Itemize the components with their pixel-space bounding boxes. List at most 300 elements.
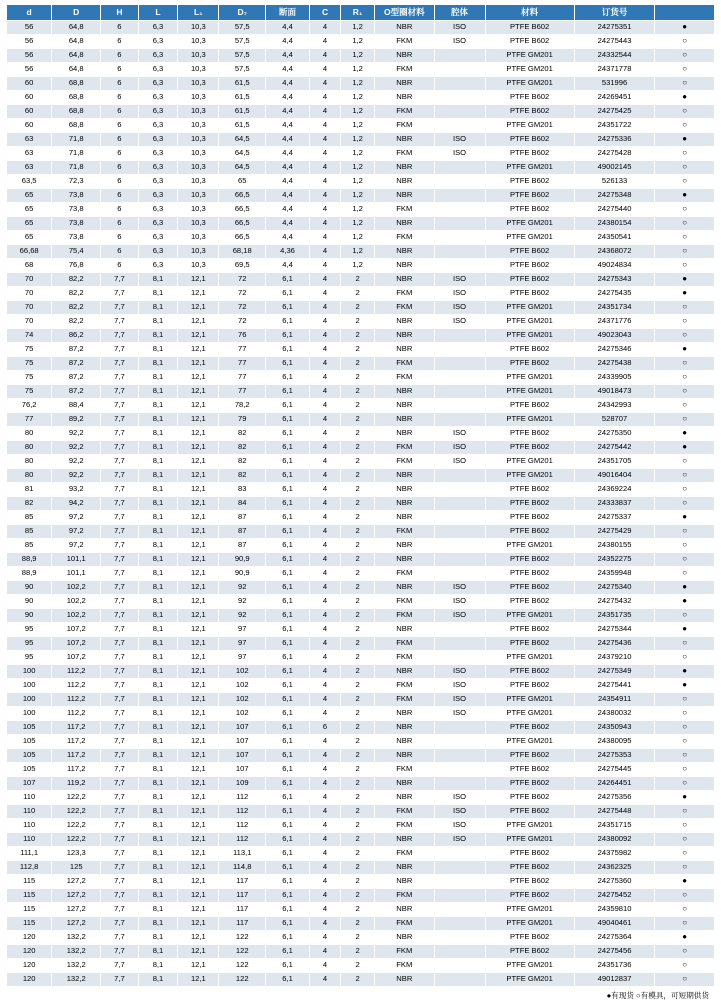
stock-dot: ○ [682, 749, 688, 759]
table-cell: PTFE B602 [485, 174, 574, 188]
table-cell: 528707 [574, 412, 655, 426]
table-cell: 97 [219, 622, 266, 636]
table-row [7, 524, 715, 538]
stock-dot: ○ [682, 245, 688, 255]
table-cell: PTFE B602 [485, 804, 574, 818]
table-cell: 24359948 [574, 566, 655, 580]
table-cell: 109 [219, 776, 266, 790]
table-row [7, 958, 715, 972]
table-cell: 2 [341, 664, 375, 678]
table-cell: FKM [375, 440, 434, 454]
table-cell: NBR [375, 328, 434, 342]
table-cell: 87,2 [52, 356, 101, 370]
table-cell: 12,1 [178, 538, 219, 552]
table-cell: 7,7 [101, 342, 139, 356]
table-cell: 7,7 [101, 832, 139, 846]
table-cell: 57,5 [219, 48, 266, 62]
table-cell: 6 [101, 76, 139, 90]
table-cell: 117,2 [52, 720, 101, 734]
table-cell: 82 [219, 468, 266, 482]
table-cell: 6,3 [138, 20, 178, 34]
table-cell: 4,4 [266, 34, 310, 48]
table-cell [434, 860, 485, 874]
table-cell: 66,5 [219, 230, 266, 244]
table-cell [434, 174, 485, 188]
table-cell: 75 [7, 356, 52, 370]
table-cell: 12,1 [178, 888, 219, 902]
table-cell: PTFE B602 [485, 146, 574, 160]
table-cell: 12,1 [178, 496, 219, 510]
table-cell: 4 [309, 706, 340, 720]
table-row [7, 62, 715, 76]
table-cell: 8,1 [138, 776, 178, 790]
table-cell: 64,8 [52, 48, 101, 62]
stock-dot: ○ [682, 315, 688, 325]
table-cell: 117 [219, 874, 266, 888]
table-cell: 115 [7, 902, 52, 916]
table-cell: 72 [219, 272, 266, 286]
table-cell: 6,3 [138, 104, 178, 118]
table-cell: FKM [375, 356, 434, 370]
table-cell: 4 [309, 482, 340, 496]
table-cell: 24275432 [574, 594, 655, 608]
availability-mark [655, 314, 715, 328]
table-cell: 24351734 [574, 300, 655, 314]
table-cell: NBR [375, 188, 434, 202]
table-cell: 70 [7, 286, 52, 300]
table-cell: 12,1 [178, 510, 219, 524]
table-cell: 101,1 [52, 566, 101, 580]
table-cell: 80 [7, 454, 52, 468]
table-cell: PTFE B602 [485, 244, 574, 258]
table-cell: PTFE B602 [485, 580, 574, 594]
column-header-10: 腔体 [434, 5, 485, 21]
table-cell: NBR [375, 412, 434, 426]
availability-mark [655, 776, 715, 790]
table-cell: 6,1 [266, 650, 310, 664]
availability-mark [655, 342, 715, 356]
availability-mark [655, 636, 715, 650]
stock-dot: ○ [682, 371, 688, 381]
availability-mark [655, 328, 715, 342]
table-cell: 24275353 [574, 748, 655, 762]
stock-dot: ○ [682, 469, 688, 479]
table-cell: PTFE GM201 [485, 468, 574, 482]
table-cell: 107 [219, 762, 266, 776]
table-cell: 12,1 [178, 622, 219, 636]
table-cell: 12,1 [178, 384, 219, 398]
table-cell: PTFE GM201 [485, 118, 574, 132]
table-cell: PTFE B602 [485, 566, 574, 580]
table-cell: 24350541 [574, 230, 655, 244]
table-cell: 61,5 [219, 104, 266, 118]
table-cell: 125 [52, 860, 101, 874]
table-cell: 8,1 [138, 342, 178, 356]
table-cell [434, 118, 485, 132]
table-cell: 6 [101, 202, 139, 216]
table-cell: 8,1 [138, 748, 178, 762]
table-cell: NBR [375, 468, 434, 482]
table-cell: 4 [309, 20, 340, 34]
table-cell: 24275340 [574, 580, 655, 594]
table-cell: 72 [219, 286, 266, 300]
table-cell: 12,1 [178, 860, 219, 874]
table-cell: 76,2 [7, 398, 52, 412]
table-cell: NBR [375, 860, 434, 874]
table-cell [434, 622, 485, 636]
table-cell: PTFE B602 [485, 90, 574, 104]
table-cell: ISO [434, 454, 485, 468]
table-cell: ISO [434, 678, 485, 692]
table-cell: 82 [219, 426, 266, 440]
table-cell: 24275350 [574, 426, 655, 440]
table-cell: 7,7 [101, 692, 139, 706]
table-cell: 12,1 [178, 748, 219, 762]
table-cell: 7,7 [101, 538, 139, 552]
table-row [7, 608, 715, 622]
table-cell: 127,2 [52, 916, 101, 930]
stock-dot: ○ [682, 693, 688, 703]
table-cell: 2 [341, 398, 375, 412]
table-cell: 8,1 [138, 608, 178, 622]
table-cell: 8,1 [138, 916, 178, 930]
table-cell: 4 [309, 734, 340, 748]
availability-mark [655, 804, 715, 818]
table-cell: 7,7 [101, 552, 139, 566]
stock-dot: ● [682, 511, 688, 521]
table-cell: 6 [101, 244, 139, 258]
table-cell: ISO [434, 790, 485, 804]
column-header-2: H [101, 5, 139, 21]
stock-dot: ○ [682, 497, 688, 507]
table-cell: 4 [309, 286, 340, 300]
table-cell: 6,1 [266, 300, 310, 314]
availability-mark [655, 48, 715, 62]
table-cell: 90,9 [219, 552, 266, 566]
table-cell: 7,7 [101, 328, 139, 342]
stock-dot: ○ [682, 77, 688, 87]
table-cell: 6,1 [266, 636, 310, 650]
table-cell: 4 [309, 916, 340, 930]
table-cell: 12,1 [178, 524, 219, 538]
table-cell: 10,3 [178, 48, 219, 62]
table-cell: 7,7 [101, 426, 139, 440]
table-cell: FKM [375, 104, 434, 118]
table-cell: PTFE B602 [485, 132, 574, 146]
table-cell: NBR [375, 930, 434, 944]
table-cell: 6,3 [138, 48, 178, 62]
table-row [7, 510, 715, 524]
stock-dot: ● [682, 665, 688, 675]
availability-mark [655, 734, 715, 748]
table-cell: PTFE GM201 [485, 216, 574, 230]
table-cell: 112,2 [52, 706, 101, 720]
table-cell: 12,1 [178, 272, 219, 286]
availability-mark [655, 566, 715, 580]
table-cell: FKM [375, 62, 434, 76]
availability-mark [655, 174, 715, 188]
table-cell: NBR [375, 510, 434, 524]
table-cell: FKM [375, 146, 434, 160]
table-cell: 24354911 [574, 692, 655, 706]
specification-table [6, 4, 715, 987]
table-cell: 24362325 [574, 860, 655, 874]
table-cell: 4,4 [266, 188, 310, 202]
table-cell: NBR [375, 734, 434, 748]
table-cell: 2 [341, 636, 375, 650]
table-row [7, 132, 715, 146]
table-cell: 2 [341, 496, 375, 510]
table-cell: 7,7 [101, 902, 139, 916]
stock-dot: ● [682, 189, 688, 199]
table-cell: 4,4 [266, 230, 310, 244]
table-cell: 12,1 [178, 454, 219, 468]
table-cell: 7,7 [101, 412, 139, 426]
table-cell: 6 [101, 146, 139, 160]
table-cell [434, 216, 485, 230]
table-cell: 2 [341, 468, 375, 482]
table-cell: 4,4 [266, 132, 310, 146]
table-cell: 7,7 [101, 594, 139, 608]
table-cell [434, 356, 485, 370]
availability-mark [655, 832, 715, 846]
table-cell: 107 [219, 720, 266, 734]
stock-dot: ○ [682, 735, 688, 745]
table-cell: 78,2 [219, 398, 266, 412]
stock-dot: ○ [682, 553, 688, 563]
table-cell: 70 [7, 272, 52, 286]
table-cell: 105 [7, 720, 52, 734]
availability-mark [655, 440, 715, 454]
table-cell: 7,7 [101, 482, 139, 496]
table-cell: 93,2 [52, 482, 101, 496]
stock-dot: ● [682, 595, 688, 605]
table-cell: 80 [7, 440, 52, 454]
table-cell: 1,2 [341, 160, 375, 174]
table-cell: 12,1 [178, 818, 219, 832]
table-cell: 68,8 [52, 104, 101, 118]
table-cell: NBR [375, 496, 434, 510]
table-cell: 8,1 [138, 412, 178, 426]
table-cell: 6,3 [138, 76, 178, 90]
table-cell: NBR [375, 160, 434, 174]
table-cell: 6,1 [266, 972, 310, 986]
table-cell: FKM [375, 762, 434, 776]
table-cell: NBR [375, 482, 434, 496]
table-cell: 6,3 [138, 132, 178, 146]
table-cell: 6,3 [138, 34, 178, 48]
table-cell: 7,7 [101, 958, 139, 972]
table-cell: 2 [341, 356, 375, 370]
table-cell: 7,7 [101, 622, 139, 636]
stock-dot: ○ [682, 413, 688, 423]
table-cell: 4 [309, 930, 340, 944]
table-cell: 120 [7, 944, 52, 958]
table-cell: 127,2 [52, 874, 101, 888]
table-cell: 24352275 [574, 552, 655, 566]
table-row [7, 160, 715, 174]
table-cell: 8,1 [138, 314, 178, 328]
table-cell: 4,4 [266, 216, 310, 230]
table-row [7, 244, 715, 258]
table-cell: 12,1 [178, 762, 219, 776]
table-cell: 49012837 [574, 972, 655, 986]
table-cell [434, 230, 485, 244]
stock-dot: ○ [682, 525, 688, 535]
table-cell: 63 [7, 146, 52, 160]
table-cell: 56 [7, 62, 52, 76]
table-cell: 6,1 [266, 328, 310, 342]
table-cell: 2 [341, 720, 375, 734]
table-cell: 4,4 [266, 258, 310, 272]
table-cell: 10,3 [178, 216, 219, 230]
table-cell: 107,2 [52, 650, 101, 664]
table-cell: 8,1 [138, 524, 178, 538]
table-cell: 6,3 [138, 146, 178, 160]
table-cell: 7,7 [101, 748, 139, 762]
table-cell: 4 [309, 34, 340, 48]
table-cell: 87 [219, 510, 266, 524]
table-cell: 95 [7, 622, 52, 636]
table-cell: 2 [341, 342, 375, 356]
column-header-11: 材料 [485, 5, 574, 21]
table-cell: 4 [309, 90, 340, 104]
table-cell: 64,5 [219, 160, 266, 174]
table-cell: 7,7 [101, 762, 139, 776]
table-cell: 68,8 [52, 76, 101, 90]
table-cell: 7,7 [101, 468, 139, 482]
table-cell: 6 [101, 90, 139, 104]
table-cell: 101,1 [52, 552, 101, 566]
table-row [7, 272, 715, 286]
table-cell: 12,1 [178, 636, 219, 650]
table-cell: 97 [219, 650, 266, 664]
availability-mark [655, 748, 715, 762]
table-cell: 24275456 [574, 944, 655, 958]
table-cell: 6,1 [266, 608, 310, 622]
table-cell: 7,7 [101, 608, 139, 622]
table-cell: 76 [219, 328, 266, 342]
table-cell: 66,5 [219, 216, 266, 230]
table-cell: 4 [309, 818, 340, 832]
table-cell: 65 [219, 174, 266, 188]
table-cell: 6,1 [266, 944, 310, 958]
header-row [7, 5, 715, 21]
table-cell: 7,7 [101, 300, 139, 314]
table-cell: FKM [375, 202, 434, 216]
table-cell: 1,2 [341, 20, 375, 34]
table-cell: 12,1 [178, 874, 219, 888]
table-cell: FKM [375, 286, 434, 300]
table-cell: 4 [309, 342, 340, 356]
table-cell: 56 [7, 48, 52, 62]
table-cell: 4 [309, 496, 340, 510]
table-cell: 4 [309, 776, 340, 790]
table-cell: 2 [341, 902, 375, 916]
table-cell: 60 [7, 90, 52, 104]
availability-mark [655, 874, 715, 888]
table-cell: 117 [219, 902, 266, 916]
table-cell: 71,8 [52, 146, 101, 160]
table-cell: 1,2 [341, 174, 375, 188]
table-cell: 4 [309, 846, 340, 860]
availability-mark [655, 258, 715, 272]
table-cell: 4 [309, 566, 340, 580]
availability-mark [655, 482, 715, 496]
table-cell: 82 [219, 440, 266, 454]
table-cell: 6,1 [266, 916, 310, 930]
table-cell: 4 [309, 524, 340, 538]
table-cell: 7,7 [101, 496, 139, 510]
table-cell: 85 [7, 524, 52, 538]
stock-dot: ● [682, 91, 688, 101]
table-cell: 10,3 [178, 230, 219, 244]
table-cell: 24359810 [574, 902, 655, 916]
availability-mark [655, 34, 715, 48]
column-header-1: D [52, 5, 101, 21]
table-cell: 7,7 [101, 384, 139, 398]
table-cell: 8,1 [138, 818, 178, 832]
table-cell: 112,2 [52, 664, 101, 678]
table-cell: 132,2 [52, 930, 101, 944]
table-row [7, 860, 715, 874]
table-cell: 77 [7, 412, 52, 426]
stock-dot: ○ [682, 819, 688, 829]
table-cell: 117,2 [52, 734, 101, 748]
table-cell: 6,3 [138, 90, 178, 104]
table-cell: 2 [341, 370, 375, 384]
table-cell: 2 [341, 832, 375, 846]
table-cell: NBR [375, 384, 434, 398]
table-cell: 24351715 [574, 818, 655, 832]
table-cell: PTFE GM201 [485, 328, 574, 342]
table-cell: 2 [341, 860, 375, 874]
table-cell: 6 [101, 62, 139, 76]
table-cell: 8,1 [138, 622, 178, 636]
table-cell: 12,1 [178, 566, 219, 580]
availability-mark [655, 552, 715, 566]
table-cell: 6,1 [266, 314, 310, 328]
table-cell [434, 720, 485, 734]
table-cell: PTFE GM201 [485, 454, 574, 468]
table-cell: 2 [341, 454, 375, 468]
table-cell: 2 [341, 594, 375, 608]
table-cell: 12,1 [178, 930, 219, 944]
table-row [7, 48, 715, 62]
table-row [7, 104, 715, 118]
availability-mark [655, 356, 715, 370]
table-cell: 8,1 [138, 440, 178, 454]
table-cell: 86,2 [52, 328, 101, 342]
table-cell: 113,1 [219, 846, 266, 860]
table-cell: 1,2 [341, 90, 375, 104]
table-cell: 12,1 [178, 720, 219, 734]
table-cell: 2 [341, 566, 375, 580]
table-cell: 24275337 [574, 510, 655, 524]
table-cell: 75 [7, 384, 52, 398]
table-cell: 12,1 [178, 650, 219, 664]
table-cell: 6 [101, 174, 139, 188]
table-row [7, 594, 715, 608]
table-cell: 6,3 [138, 160, 178, 174]
table-cell: 6 [101, 216, 139, 230]
table-cell: 82,2 [52, 300, 101, 314]
table-cell: 6,1 [266, 846, 310, 860]
table-cell: 10,3 [178, 244, 219, 258]
legend-footer: ●有现货 ○有模具，可短期供货 [606, 990, 709, 1000]
stock-dot: ○ [682, 217, 688, 227]
stock-dot: ○ [682, 833, 688, 843]
